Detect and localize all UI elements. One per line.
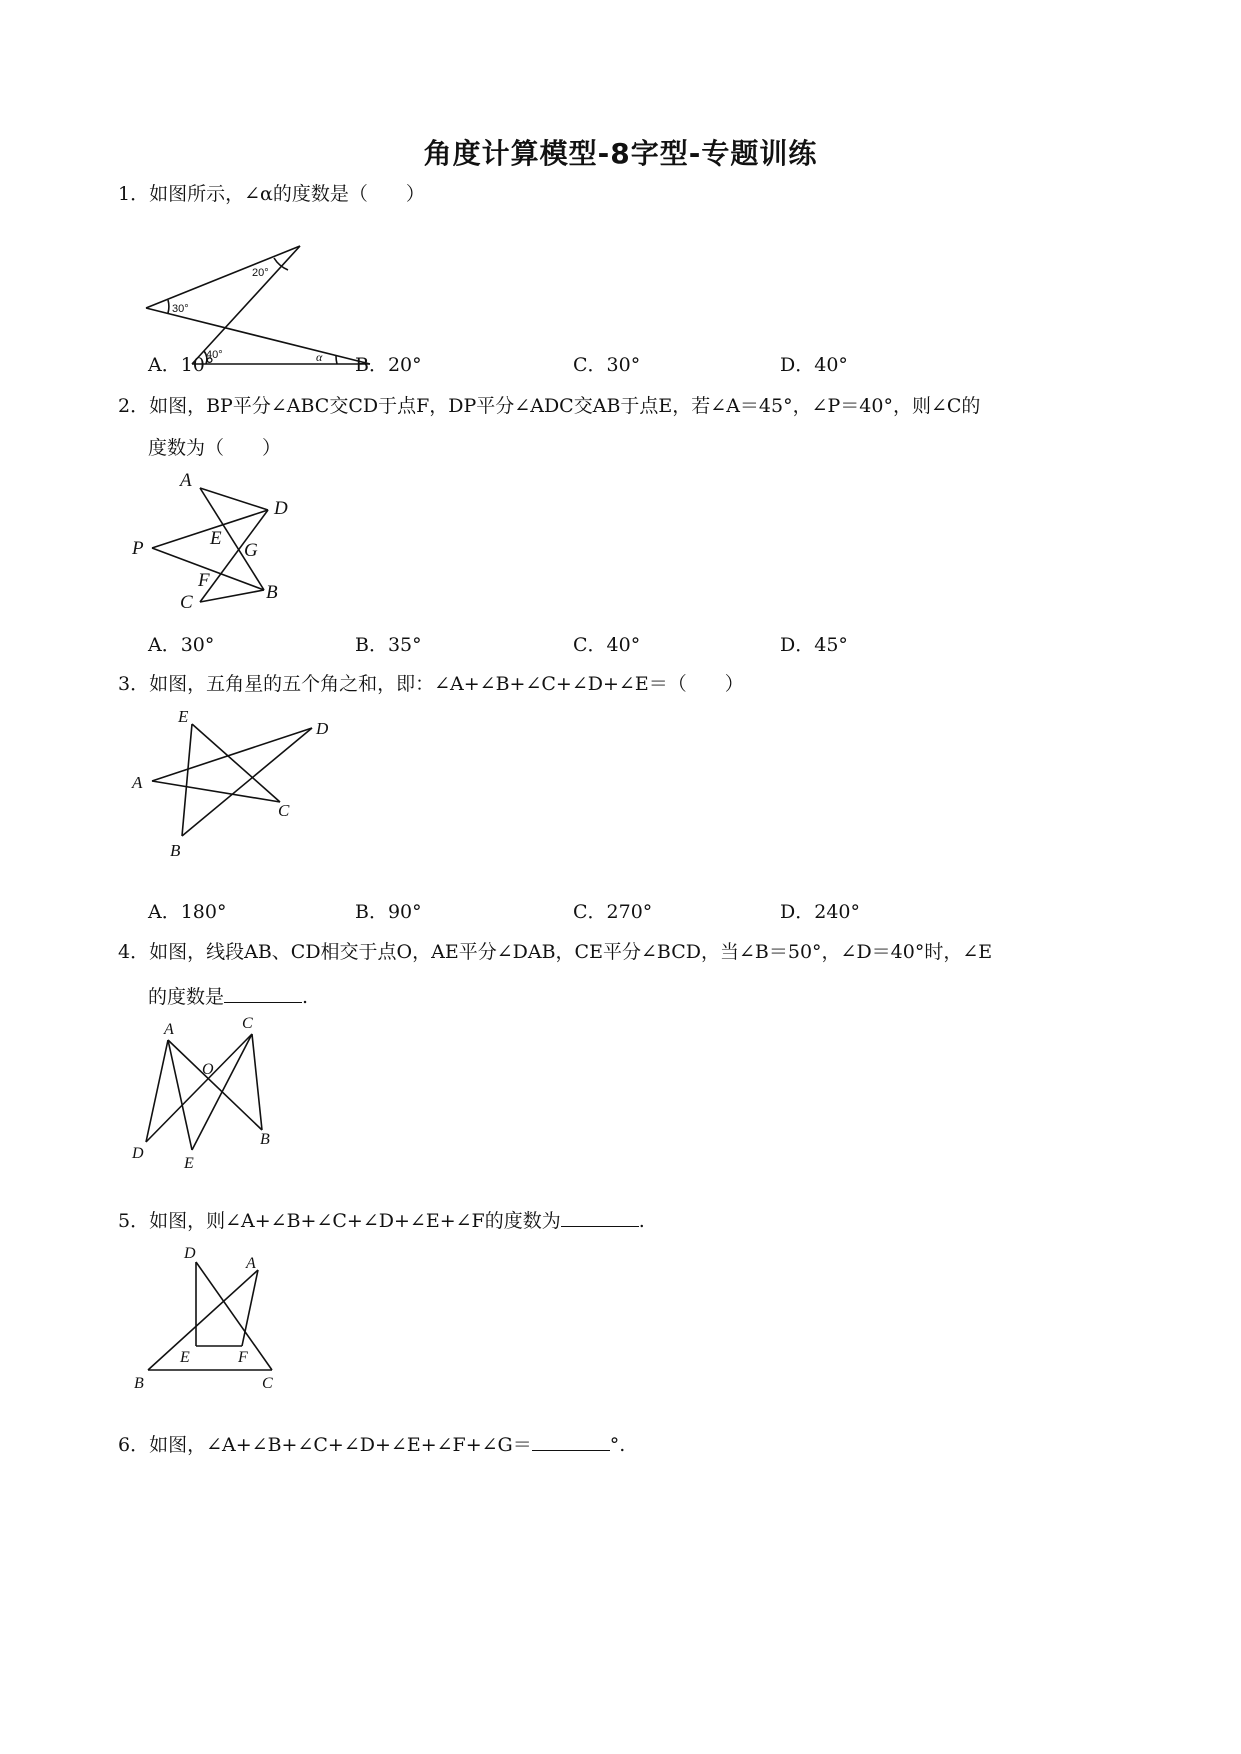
question-3	[118, 670, 744, 698]
option-c[interactable]: C．40°	[573, 634, 641, 656]
point-label: D	[316, 719, 329, 738]
point-label: F	[238, 1349, 248, 1366]
point-label: B	[266, 582, 278, 603]
question-text: .	[302, 986, 309, 1008]
question-number: 1．	[118, 183, 150, 205]
option-d[interactable]: D．40°	[780, 354, 848, 376]
option-a[interactable]: A．180°	[148, 901, 227, 923]
angle-label: α	[316, 350, 323, 364]
point-label: O	[202, 1061, 214, 1078]
figure-q5	[134, 1240, 310, 1395]
answer-blank[interactable]	[224, 982, 302, 1003]
point-label: B	[260, 1131, 270, 1148]
answer-blank[interactable]	[561, 1206, 639, 1227]
question-4-line-2	[148, 982, 308, 1011]
option-b[interactable]: B．90°	[355, 901, 422, 923]
angle-label: 40°	[206, 349, 223, 361]
point-label: A	[180, 470, 192, 491]
point-label: A	[132, 773, 143, 792]
angle-label: 30°	[172, 303, 189, 315]
question-text: 如图，BP平分∠ABC交CD于点F，DP平分∠ADC交AB于点E，若∠A＝45°，∠P＝40°，则∠C的	[149, 395, 981, 417]
option-c[interactable]: C．30°	[573, 354, 641, 376]
question-6	[118, 1430, 625, 1459]
point-label: F	[198, 570, 210, 591]
option-b[interactable]: B．35°	[355, 634, 422, 656]
question-5	[118, 1206, 645, 1235]
point-label: G	[244, 540, 258, 561]
question-2-line-2: 度数为（ ）	[148, 437, 282, 459]
figure-q3	[132, 700, 360, 865]
option-a[interactable]: A．30°	[148, 634, 215, 656]
page-title: 角度计算模型-8字型-专题训练	[423, 137, 818, 170]
point-label: C	[262, 1375, 273, 1392]
point-label: B	[134, 1375, 144, 1392]
point-label: A	[246, 1255, 256, 1272]
question-number: 6．	[118, 1434, 150, 1456]
question-text: 如图，线段AB、CD相交于点O，AE平分∠DAB，CE平分∠BCD，当∠B＝50°，∠D＝40°时，∠E	[149, 941, 993, 963]
question-number: 2．	[118, 395, 150, 417]
figure-q2	[132, 468, 320, 618]
option-d[interactable]: D．240°	[780, 901, 860, 923]
point-label: D	[274, 498, 288, 519]
point-label: E	[210, 528, 222, 549]
point-label: P	[132, 538, 144, 559]
question-number: 3．	[118, 673, 150, 695]
question-text: °.	[609, 1434, 626, 1456]
point-label: A	[164, 1021, 174, 1038]
question-2	[118, 392, 980, 420]
point-label: D	[132, 1145, 144, 1162]
question-text: 如图，∠A+∠B+∠C+∠D+∠E+∠F+∠G＝	[149, 1434, 532, 1456]
question-text: .	[638, 1210, 645, 1232]
option-a[interactable]: A．10°	[148, 354, 215, 376]
angle-label: 20°	[252, 267, 269, 279]
point-label: E	[178, 707, 189, 726]
question-text: 如图，则∠A+∠B+∠C+∠D+∠E+∠F的度数为	[149, 1210, 561, 1232]
answer-blank[interactable]	[532, 1430, 610, 1451]
question-text: 如图，五角星的五个角之和，即：∠A+∠B+∠C+∠D+∠E＝（ ）	[149, 673, 744, 695]
question-number: 4．	[118, 941, 150, 963]
question-text: 的度数是	[148, 986, 225, 1008]
option-b[interactable]: B．20°	[355, 354, 422, 376]
point-label: C	[180, 592, 193, 613]
point-label: D	[184, 1245, 196, 1262]
option-c[interactable]: C．270°	[573, 901, 653, 923]
point-label: C	[242, 1015, 253, 1032]
point-label: E	[180, 1349, 190, 1366]
option-d[interactable]: D．45°	[780, 634, 848, 656]
point-label: B	[170, 841, 181, 860]
figure-q4	[132, 1015, 310, 1173]
question-text: 如图所示，∠α的度数是（ ）	[149, 183, 425, 205]
question-number: 5．	[118, 1210, 150, 1232]
point-label: C	[278, 801, 290, 820]
question-4	[118, 938, 992, 966]
question-1	[118, 180, 425, 208]
point-label: E	[184, 1155, 194, 1172]
